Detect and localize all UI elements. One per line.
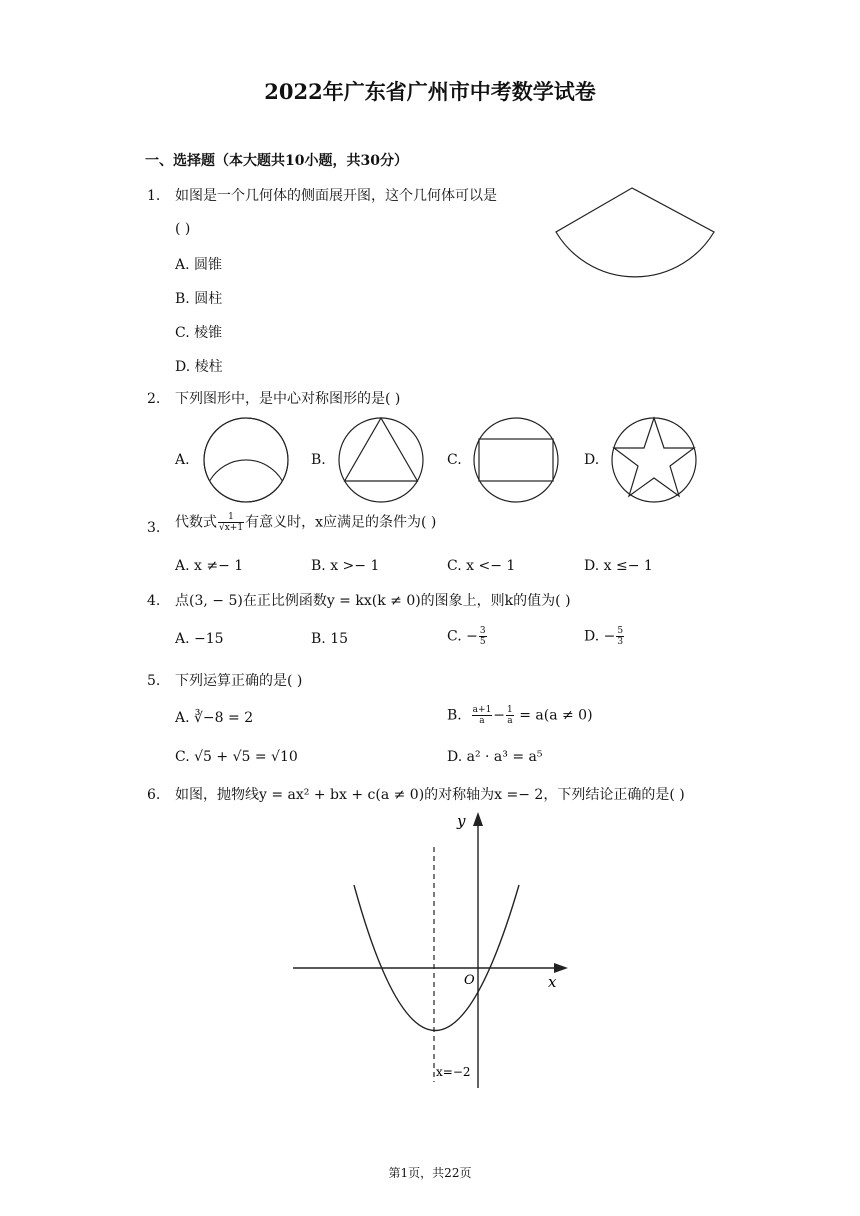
- q1-option-c: C. 棱锥: [175, 325, 223, 341]
- q2-stem: 下列图形中，是中心对称图形的是( ): [175, 391, 401, 407]
- q6-symmetry-label: x=−2: [436, 1065, 471, 1079]
- q5-option-b: [447, 705, 593, 726]
- q4-stem: 点(3, − 5)在正比例函数y = kx(k ≠ 0)的图象上，则k的值为( ): [175, 593, 571, 609]
- q5-number: 5.: [147, 673, 161, 689]
- q3-frac-num: 1: [218, 512, 244, 523]
- q3-fraction: [218, 512, 244, 533]
- q5-option-b-rest: = a(a ≠ 0): [519, 707, 593, 724]
- q3-option-c: C. x <− 1: [447, 558, 516, 574]
- q2-label-b: B.: [311, 452, 326, 468]
- q6-y-label: y: [457, 812, 466, 830]
- q4-option-c-num: 3: [479, 626, 486, 636]
- q1-option-b: B. 圆柱: [175, 291, 223, 307]
- q1-option-d: D. 棱柱: [175, 359, 223, 375]
- q4-option-d-label: D. −: [584, 628, 616, 645]
- q3-option-d: D. x ≤− 1: [584, 558, 653, 574]
- q5-option-b-frac1-den: a: [479, 716, 485, 726]
- q4-option-d-fraction: [616, 626, 624, 647]
- q5-option-a: A. ∛−8 = 2: [175, 710, 254, 726]
- q5-stem: 下列运算正确的是( ): [175, 673, 303, 689]
- q5-option-b-frac1-num: a+1: [472, 705, 492, 715]
- q4-number: 4.: [147, 593, 161, 609]
- q1-sector-figure: [550, 182, 720, 292]
- q4-option-a: A. −15: [175, 631, 224, 647]
- q4-option-c-den: 5: [479, 637, 486, 647]
- q4-option-d-den: 3: [617, 637, 624, 647]
- q1-stem: 如图是一个几何体的侧面展开图，这个几何体可以是: [175, 188, 497, 204]
- q6-x-label: x: [548, 973, 557, 991]
- q3-stem-pre: 代数式: [175, 514, 217, 531]
- q5-option-b-frac2: [506, 705, 514, 726]
- q5-option-b-label: B.: [447, 707, 462, 724]
- q2-figure-d: [610, 416, 698, 504]
- q6-parabola-graph: [290, 810, 580, 1095]
- q3-option-a: A. x ≠− 1: [175, 558, 244, 574]
- q4-option-d-num: 5: [617, 626, 624, 636]
- q4-option-c-fraction: [479, 626, 487, 647]
- q6-stem: 如图，抛物线y = ax² + bx + c(a ≠ 0)的对称轴为x =− 2，下列结论正确的是( ): [175, 787, 685, 803]
- page-title: 2022年广东省广州市中考数学试卷: [264, 79, 596, 104]
- q4-option-b: B. 15: [311, 631, 349, 647]
- q3-option-b: B. x >− 1: [311, 558, 380, 574]
- q5-option-d: D. a² · a³ = a⁵: [447, 749, 543, 765]
- q3-stem: [175, 512, 436, 533]
- q1-number: 1.: [147, 188, 161, 204]
- section-heading: 一、选择题（本大题共10小题，共30分）: [145, 153, 408, 169]
- q2-figure-b: [337, 416, 425, 504]
- q4-option-c-label: C. −: [447, 628, 478, 645]
- q2-label-c: C.: [447, 452, 462, 468]
- q2-figure-a: [202, 416, 290, 504]
- q1-option-a: A. 圆锥: [175, 257, 223, 273]
- q2-label-a: A.: [175, 452, 190, 468]
- q2-number: 2.: [147, 391, 161, 407]
- q3-frac-den: √x+1: [219, 523, 244, 533]
- q3-number: 3.: [147, 520, 161, 536]
- q5-option-b-minus: −: [493, 707, 506, 724]
- q5-option-c: C. √5 + √5 = √10: [175, 749, 298, 765]
- q5-option-b-frac2-num: 1: [507, 705, 513, 715]
- q2-label-d: D.: [584, 452, 600, 468]
- q3-stem-post: 有意义时，x应满足的条件为( ): [245, 514, 437, 531]
- q5-option-b-frac2-den: a: [507, 716, 513, 726]
- q2-figure-c: [472, 416, 560, 504]
- q5-option-b-frac1: [472, 705, 493, 726]
- q6-origin-label: O: [464, 973, 475, 988]
- q4-option-d: [584, 626, 625, 647]
- q4-option-c: [447, 626, 488, 647]
- q1-paren: ( ): [175, 221, 191, 237]
- page-footer: 第1页，共22页: [388, 1166, 472, 1180]
- q6-number: 6.: [147, 787, 161, 803]
